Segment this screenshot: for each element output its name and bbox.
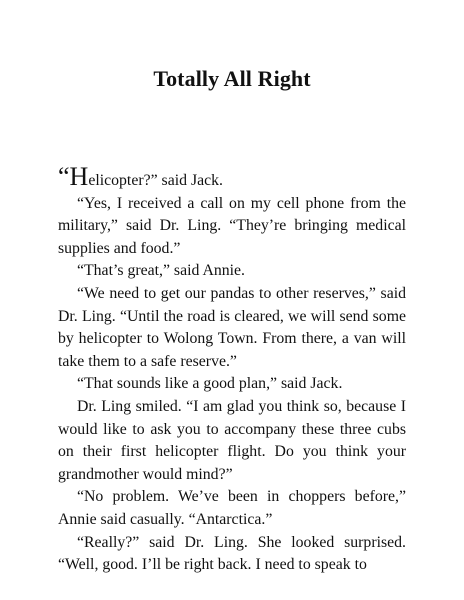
drop-cap [58,162,88,191]
paragraph-1-text: elicopter?” said Jack. [88,172,223,189]
paragraph-2: “Yes, I received a call on my cell phone from the military,” said Dr. Ling. “They’re bringing medical supplies and food.” [58,194,406,257]
chapter-title: Totally All Right [153,66,311,91]
drop-cap-letter: H [69,162,89,191]
paragraph-4: “We need to get our pandas to other reserves,” said Dr. Ling. “Until the road is cleared, we will send some by helicopter to Wolong Town. From there, a van will take them to a safe reserve.” [58,284,406,370]
paragraph-6: Dr. Ling smiled. “I am glad you think so, because I would like to ask you to accompany these three cubs on their first helicopter flight. Do you think your grandmother would mind?” [58,397,406,483]
drop-cap-quote: “ [58,162,70,191]
paragraph-1 [58,162,406,193]
body-text [58,162,406,577]
paragraph-3: “That’s great,” said Annie. [77,262,246,280]
paragraph-7: “No problem. We’ve been in choppers before,” Annie said casually. “Antarctica.” [58,488,406,528]
paragraph-8: “Really?” said Dr. Ling. She looked surprised. “Well, good. I’ll be right back. I need to speak to [58,533,406,574]
paragraph-5: “That sounds like a good plan,” said Jack. [77,375,343,393]
